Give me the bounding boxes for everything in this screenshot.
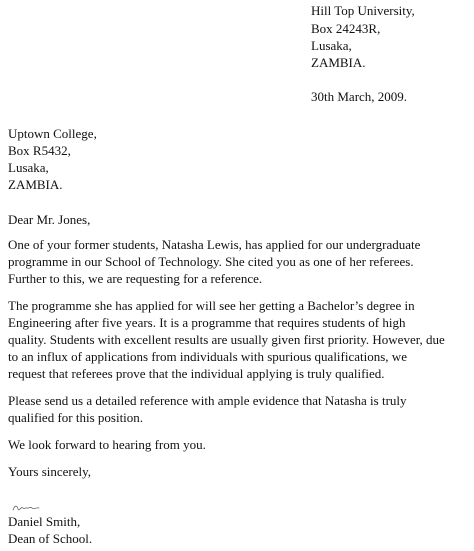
letter-date: 30th March, 2009. <box>311 89 408 104</box>
paragraph-line: Engineering after five years. It is a programme that requires students of high <box>8 315 406 330</box>
sender-line: Box 24243R, <box>311 21 381 36</box>
sender-line: Hill Top University, <box>311 3 415 18</box>
signatory-title: Dean of School. <box>8 531 93 546</box>
handwritten-signature <box>12 502 42 514</box>
recipient-line: Box R5432, <box>8 143 71 158</box>
paragraph-line: to an influx of applications from individuals with spurious qualifications, we <box>8 349 407 364</box>
paragraph-line: Please send us a detailed reference with ample evidence that Natasha is truly <box>8 393 407 408</box>
paragraph-line: The programme she has applied for will see her getting a Bachelor’s degree in <box>8 298 415 313</box>
signatory-name: Daniel Smith, <box>8 514 81 529</box>
sender-line: ZAMBIA. <box>311 55 366 70</box>
recipient-line: ZAMBIA. <box>8 177 63 192</box>
paragraph-line: programme in our School of Technology. She cited you as one of her referees. <box>8 254 414 269</box>
sender-line: Lusaka, <box>311 38 352 53</box>
paragraph-line: qualified for this position. <box>8 410 144 425</box>
paragraph-line: request that referees prove that the individual applying is truly qualified. <box>8 366 385 381</box>
paragraph-line: quality. Students with excellent results are usually given first priority. However, due <box>8 332 445 347</box>
recipient-line: Uptown College, <box>8 126 97 141</box>
paragraph-line: We look forward to hearing from you. <box>8 437 206 452</box>
closing: Yours sincerely, <box>8 464 92 479</box>
paragraph-line: Further to this, we are requesting for a reference. <box>8 271 263 286</box>
recipient-line: Lusaka, <box>8 160 49 175</box>
paragraph-line: One of your former students, Natasha Lewis, has applied for our undergraduate <box>8 237 421 252</box>
salutation: Dear Mr. Jones, <box>8 212 91 227</box>
